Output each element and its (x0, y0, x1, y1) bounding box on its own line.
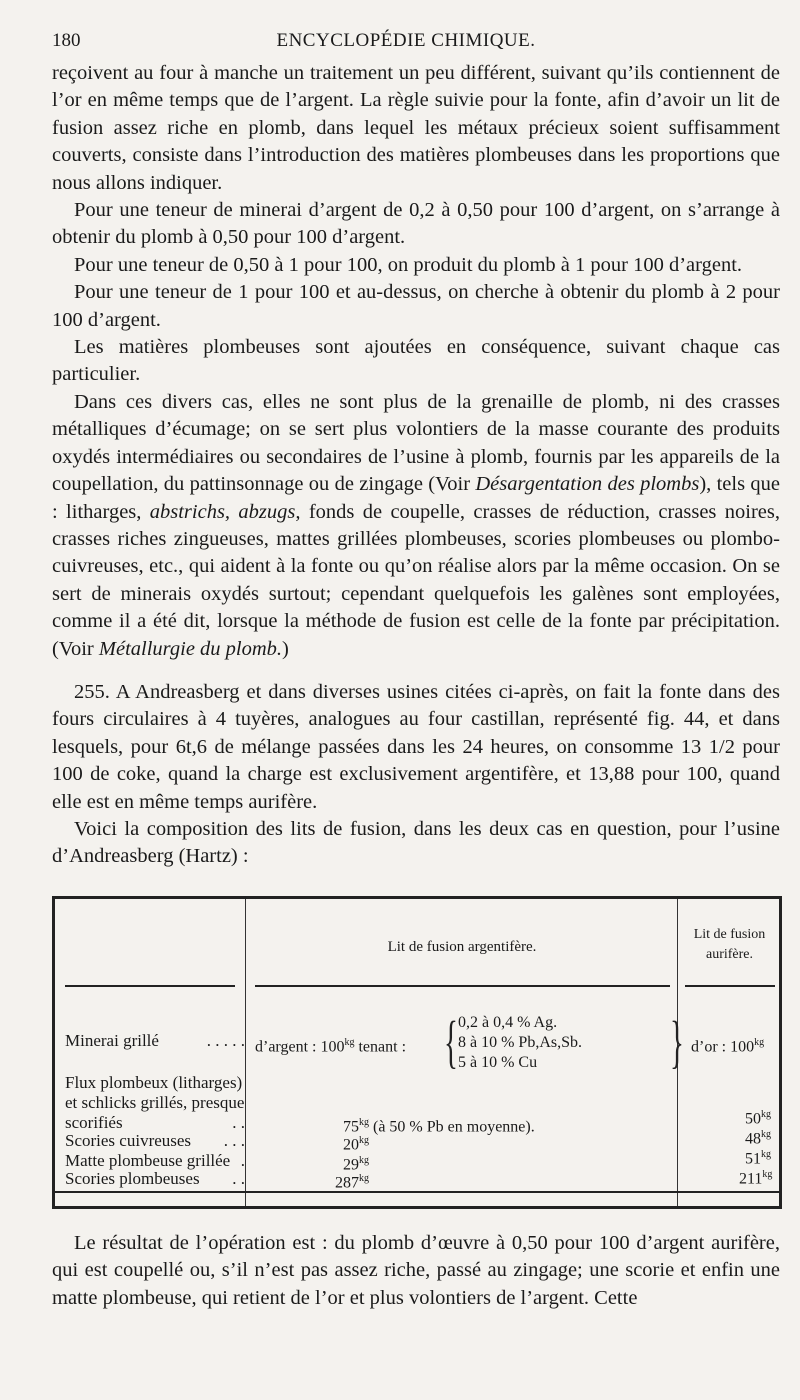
text-run-italic: Métallurgie du plomb. (98, 637, 283, 660)
header-aurifere-line: Lit de fusion (693, 927, 766, 942)
cell-or: $211^{kg}$ (739, 1169, 773, 1188)
composition-line: 0,2 à 0,4 % Ag. (458, 1014, 558, 1031)
text-run-italic: abstrichs, abzugs, (149, 500, 301, 523)
cell-argent: $29^{kg}$ (343, 1155, 369, 1174)
header-aurifere-line: aurifère. (705, 947, 754, 962)
cell-or: $50^{kg}$ (745, 1109, 771, 1128)
running-title: ENCYCLOPÉDIE CHIMIQUE. (276, 30, 536, 51)
paragraph: Pour une teneur de minerai d’argent de 0,2 à 0,50 pour 100 d’argent, on s’arrange à obtenir du plomb à 0,50 pour 100 d’argent. (52, 199, 780, 249)
row-label: Scories cuivreuses . . . (65, 1131, 245, 1150)
cell-argent: d’argent : $100^{kg}$ tenant : (255, 1037, 407, 1056)
cell-argent: $75^{kg}$ (à 50 % Pb en moyenne). (343, 1117, 535, 1136)
cell-argent: $287^{kg}$ (335, 1173, 369, 1192)
cell-or: $51^{kg}$ (745, 1149, 771, 1168)
paragraph (52, 389, 780, 663)
page-number: 180 (52, 30, 81, 51)
row-label: Scories plombeuses . . (65, 1169, 245, 1188)
paragraph: Pour une teneur de 0,50 à 1 pour 100, on produit du plomb à 1 pour 100 d’argent. (74, 253, 743, 276)
paragraph: Le résultat de l’opération est : du plomb d’œuvre à 0,50 pour 100 d’argent aurifère, qui est coupellé ou, s’il n’est pas assez riche, passé au zingage; une scorie et enfin une matte plombeuse, qui retient de l’or et plus volontiers de l’argent. Cette (52, 1232, 780, 1309)
cell-argent: $20^{kg}$ (343, 1135, 369, 1154)
header-aurifere (680, 925, 779, 965)
composition-line: 5 à 10 % Cu (458, 1054, 538, 1071)
brace: { (443, 1009, 458, 1074)
text-run: ) (282, 637, 289, 660)
text-run: Dans ces divers cas, elles ne sont plus de la grenaille de plomb, ni des crasses métalliques d’écumage; on se sert plus volontiers de la masse courante des produits oxydés intermédiaires ou secondaires de l’usine à plomb, fournis par les appareils de la coupellation, du pattinsonnage ou de zingage (Voir (52, 390, 780, 496)
brace: } (669, 1009, 684, 1074)
paragraph: 255. A Andreasberg et dans diverses usines citées ci-après, on fait la fonte dans des fours circulaires à 4 tuyères, analogues au four castillan, représenté fig. 44, et dans lesquels, pour 6t,6 de mélange passées dans les 24 heures, on consomme 13 1/2 pour 100 de coke, quand la charge est exclusivement argentifère, et 13,88 pour 100, quand elle est en même temps aurifère. (52, 680, 780, 813)
paragraph: reçoivent au four à manche un traitement un peu différent, suivant qu’ils contiennent de l’or en même temps que de l’argent. La règle suivie pour la fonte, afin d’avoir un lit de fusion assez riche en plomb, dans lequel les métaux précieux soient suffisamment couverts, consiste dans l’introduction des matières plombeuses dans les proportions que nous allons indiquer. (52, 62, 780, 194)
text-run-italic: Désargentation des plombs (475, 473, 700, 496)
paragraph: Pour une teneur de 1 pour 100 et au-dessus, on cherche à obtenir du plomb à 2 pour 100 d’argent. (52, 281, 780, 331)
row-label: Minerai grillé . . . . . (65, 1031, 245, 1050)
paragraph: Voici la composition des lits de fusion, dans les deux cas en question, pour l’usine d’Andreasberg (Hartz) : (52, 817, 780, 868)
paragraph: Les matières plombeuses sont ajoutées en conséquence, suivant chaque cas particulier. (52, 336, 780, 386)
composition-line: 8 à 10 % Pb,As,Sb. (458, 1034, 583, 1051)
fusion-bed-table (52, 896, 782, 1209)
body-text (52, 60, 780, 871)
page-header (52, 30, 760, 58)
cell-or: $48^{kg}$ (745, 1129, 771, 1148)
text-run: ), tels que : litharges, (52, 473, 780, 523)
text-run: fonds de coupelle, crasses de réduction, crasses noires, crasses riches zingueuses, mattes grillées plombeuses, scories plombeuses ou plombo-cuivreuses, etc., qui aident à la fonte ou qu’on réalise alors par la même occasion. On se sert de minerais oxydés surtout; cependant quelquefois les galènes sont employées, comme il a été dit, lorsque la méthode de fusion est celle de la fonte par précipitation. (Voir (52, 500, 780, 660)
row-label: Flux plombeux (litharges) et schlicks grillés, presque scorifiés . . (65, 1073, 245, 1132)
row-label: Matte plombeuse grillée . (65, 1151, 245, 1170)
header-argentifere: Lit de fusion argentifère. (387, 939, 537, 955)
cell-or: d’or : $100^{kg}$ (691, 1037, 765, 1056)
